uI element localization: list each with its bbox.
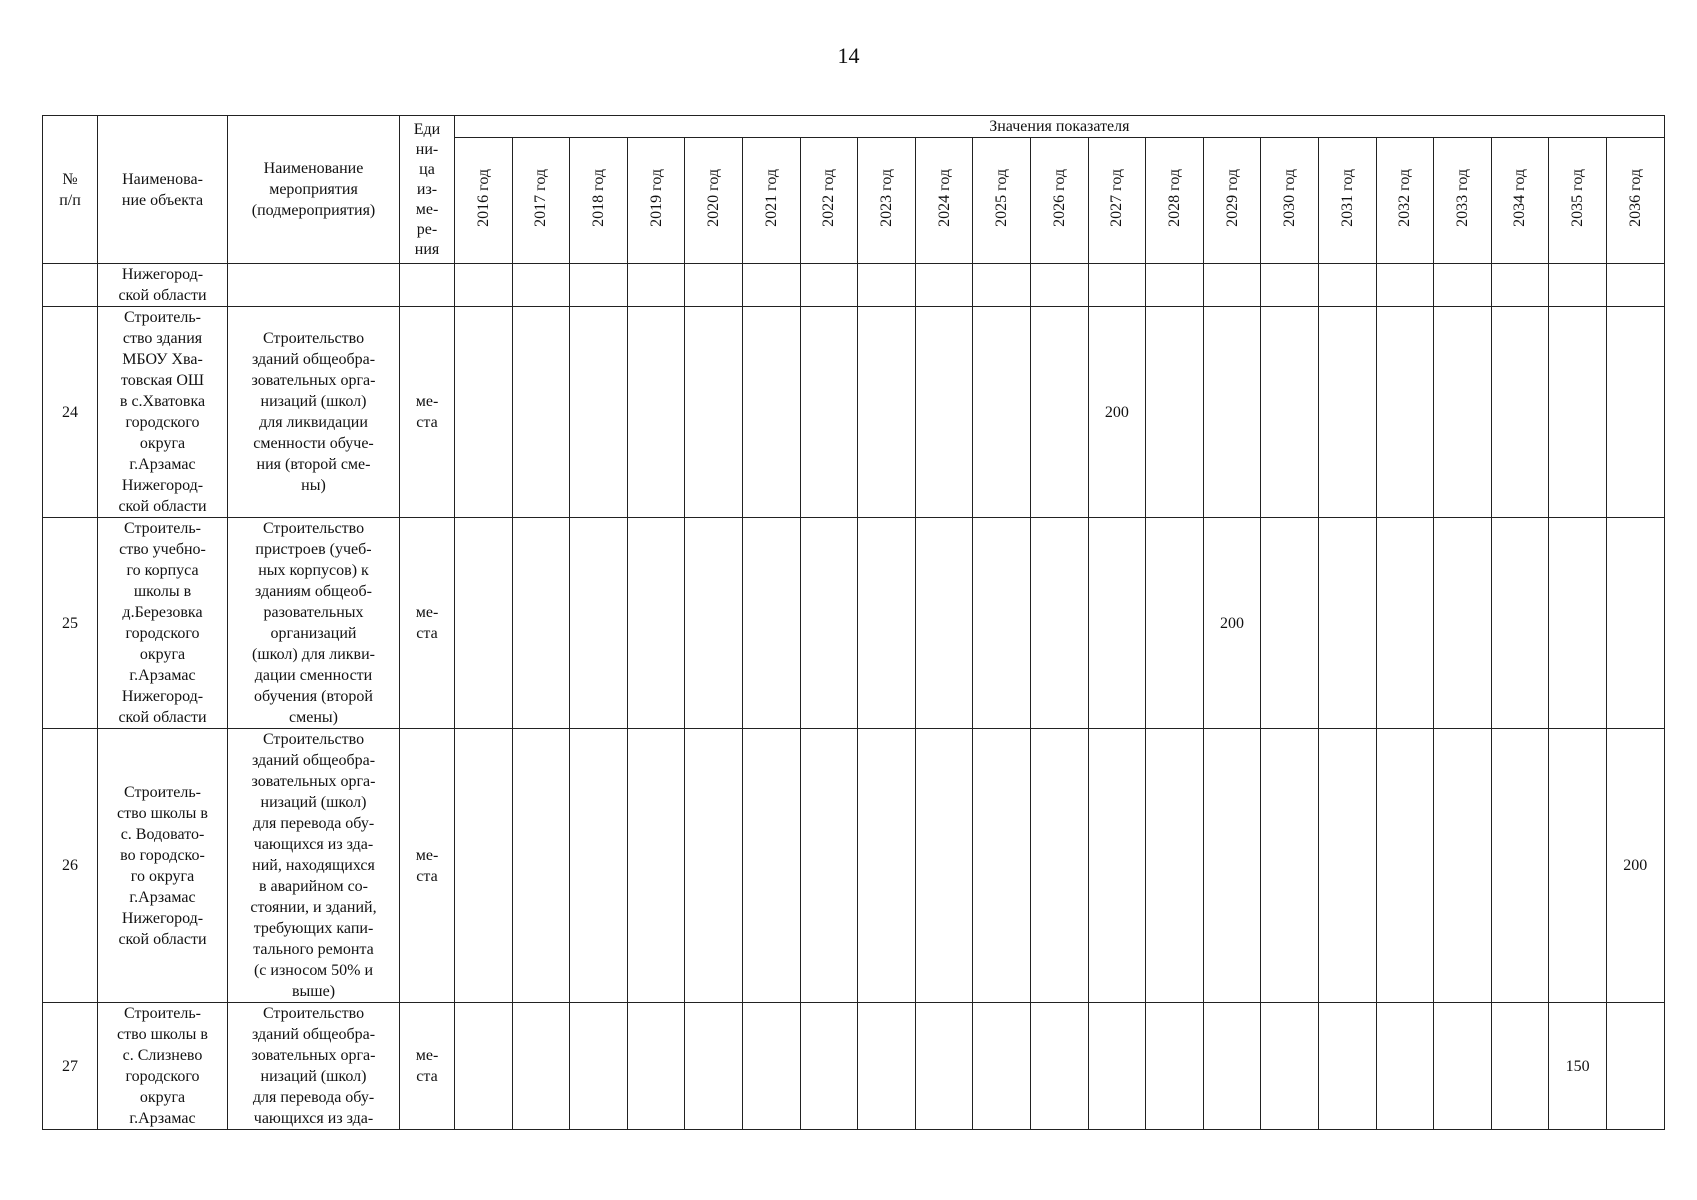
value-cell xyxy=(1261,518,1319,729)
value-cell xyxy=(973,307,1031,518)
header-year: 2030 год xyxy=(1261,138,1319,264)
unit-cell xyxy=(400,264,455,307)
value-cell xyxy=(627,729,685,1003)
value-cell xyxy=(800,518,858,729)
row-number xyxy=(43,264,98,307)
value-cell xyxy=(1376,1003,1434,1130)
value-cell xyxy=(1549,518,1607,729)
value-cell xyxy=(570,518,628,729)
value-cell xyxy=(512,307,570,518)
value-cell xyxy=(1030,729,1088,1003)
header-num: № п/п xyxy=(43,116,98,264)
value-cell xyxy=(1030,518,1088,729)
value-cell xyxy=(1491,307,1549,518)
value-cell xyxy=(1318,1003,1376,1130)
value-cell xyxy=(570,729,628,1003)
header-year: 2036 год xyxy=(1606,138,1664,264)
unit-cell: ме- ста xyxy=(400,518,455,729)
value-cell: 200 xyxy=(1088,307,1146,518)
header-year: 2032 год xyxy=(1376,138,1434,264)
header-year: 2035 год xyxy=(1549,138,1607,264)
header-year: 2016 год xyxy=(455,138,513,264)
value-cell xyxy=(1376,307,1434,518)
unit-cell: ме- ста xyxy=(400,1003,455,1130)
activity-name xyxy=(228,264,400,307)
header-activity: Наименование мероприятия (подмероприятия) xyxy=(228,116,400,264)
header-year: 2022 год xyxy=(800,138,858,264)
value-cell xyxy=(915,307,973,518)
object-name: Нижегород- ской области xyxy=(98,264,228,307)
header-year: 2025 год xyxy=(973,138,1031,264)
value-cell xyxy=(1549,264,1607,307)
value-cell xyxy=(685,729,743,1003)
value-cell xyxy=(1491,264,1549,307)
value-cell xyxy=(1030,264,1088,307)
object-name: Строитель- ство здания МБОУ Хва- товская ОШ в с.Хватовка городского округа г.Арзамас Нижегород- ской области xyxy=(98,307,228,518)
header-year: 2029 год xyxy=(1203,138,1261,264)
value-cell xyxy=(1491,1003,1549,1130)
value-cell xyxy=(1261,1003,1319,1130)
unit-cell: ме- ста xyxy=(400,307,455,518)
value-cell xyxy=(742,264,800,307)
header-year: 2028 год xyxy=(1146,138,1204,264)
activity-name: Строительство пристроев (учеб- ных корпусов) к зданиям общеоб- разовательных организаций (школ) для ликви- дации сменности обучения (второй смены) xyxy=(228,518,400,729)
table-row xyxy=(43,307,1665,518)
value-cell xyxy=(858,729,916,1003)
value-cell xyxy=(1318,518,1376,729)
value-cell xyxy=(1261,264,1319,307)
value-cell xyxy=(1376,264,1434,307)
value-cell xyxy=(1146,518,1204,729)
value-cell xyxy=(627,264,685,307)
value-cell xyxy=(570,1003,628,1130)
value-cell xyxy=(455,264,513,307)
value-cell xyxy=(455,307,513,518)
value-cell xyxy=(1606,264,1664,307)
value-cell xyxy=(1376,729,1434,1003)
value-cell xyxy=(1203,729,1261,1003)
header-year: 2031 год xyxy=(1318,138,1376,264)
value-cell xyxy=(1261,729,1319,1003)
value-cell xyxy=(455,518,513,729)
value-cell xyxy=(1434,1003,1492,1130)
table-row xyxy=(43,1003,1665,1130)
value-cell xyxy=(1088,729,1146,1003)
value-cell xyxy=(800,1003,858,1130)
value-cell xyxy=(1030,1003,1088,1130)
value-cell xyxy=(1318,264,1376,307)
value-cell xyxy=(800,307,858,518)
page-number: 14 xyxy=(837,43,860,68)
value-cell xyxy=(1376,518,1434,729)
indicator-table xyxy=(42,115,1665,1130)
header-year: 2021 год xyxy=(742,138,800,264)
value-cell xyxy=(570,307,628,518)
value-cell xyxy=(800,729,858,1003)
object-name: Строитель- ство школы в с. Водовато- во городско- го округа г.Арзамас Нижегород- ской области xyxy=(98,729,228,1003)
activity-name: Строительство зданий общеобра- зовательных орга- низаций (школ) для перевода обу- чающихся из зда- ний, находящихся в аварийном со- стоянии, и зданий, требующих капи- тального ремонта (с износом 50% и выше) xyxy=(228,729,400,1003)
header-year: 2017 год xyxy=(512,138,570,264)
header-year: 2034 год xyxy=(1491,138,1549,264)
unit-cell: ме- ста xyxy=(400,729,455,1003)
value-cell xyxy=(858,307,916,518)
header-unit: Еди ни- ца из- ме- ре- ния xyxy=(400,116,455,264)
value-cell xyxy=(1491,729,1549,1003)
header-year: 2024 год xyxy=(915,138,973,264)
value-cell xyxy=(858,518,916,729)
value-cell xyxy=(1146,1003,1204,1130)
value-cell xyxy=(742,307,800,518)
value-cell xyxy=(1434,307,1492,518)
value-cell xyxy=(685,1003,743,1130)
value-cell xyxy=(742,729,800,1003)
value-cell xyxy=(627,1003,685,1130)
value-cell xyxy=(1606,307,1664,518)
value-cell xyxy=(512,729,570,1003)
value-cell xyxy=(742,518,800,729)
value-cell xyxy=(627,518,685,729)
activity-name: Строительство зданий общеобра- зовательных орга- низаций (школ) для ликвидации сменности обуче- ния (второй сме- ны) xyxy=(228,307,400,518)
value-cell xyxy=(973,1003,1031,1130)
table-row xyxy=(43,264,1665,307)
value-cell xyxy=(1146,729,1204,1003)
row-number: 26 xyxy=(43,729,98,1003)
header-object: Наименова- ние объекта xyxy=(98,116,228,264)
value-cell xyxy=(1606,1003,1664,1130)
value-cell xyxy=(455,1003,513,1130)
value-cell xyxy=(800,264,858,307)
value-cell xyxy=(742,1003,800,1130)
value-cell xyxy=(1549,307,1607,518)
value-cell xyxy=(1434,264,1492,307)
header-year: 2019 год xyxy=(627,138,685,264)
row-number: 27 xyxy=(43,1003,98,1130)
header-year: 2027 год xyxy=(1088,138,1146,264)
header-values-group: Значения показателя xyxy=(455,116,1665,138)
value-cell xyxy=(1203,1003,1261,1130)
value-cell xyxy=(512,264,570,307)
value-cell xyxy=(1434,518,1492,729)
value-cell xyxy=(1261,307,1319,518)
value-cell xyxy=(1146,264,1204,307)
object-name: Строитель- ство учебно- го корпуса школы в д.Березовка городского округа г.Арзамас Нижегород- ской области xyxy=(98,518,228,729)
value-cell xyxy=(1434,729,1492,1003)
value-cell xyxy=(1606,518,1664,729)
value-cell xyxy=(1030,307,1088,518)
value-cell xyxy=(858,1003,916,1130)
value-cell xyxy=(1088,264,1146,307)
value-cell xyxy=(915,729,973,1003)
row-number: 25 xyxy=(43,518,98,729)
value-cell xyxy=(685,518,743,729)
value-cell xyxy=(685,307,743,518)
table-row xyxy=(43,729,1665,1003)
value-cell xyxy=(1203,307,1261,518)
value-cell xyxy=(915,264,973,307)
value-cell xyxy=(973,518,1031,729)
value-cell xyxy=(1318,307,1376,518)
activity-name: Строительство зданий общеобра- зовательных орга- низаций (школ) для перевода обу- чающихся из зда- xyxy=(228,1003,400,1130)
table-row xyxy=(43,518,1665,729)
value-cell xyxy=(915,518,973,729)
value-cell xyxy=(1491,518,1549,729)
value-cell: 200 xyxy=(1203,518,1261,729)
value-cell xyxy=(1146,307,1204,518)
value-cell xyxy=(915,1003,973,1130)
header-year: 2023 год xyxy=(858,138,916,264)
header-year: 2026 год xyxy=(1030,138,1088,264)
value-cell xyxy=(570,264,628,307)
value-cell xyxy=(858,264,916,307)
value-cell xyxy=(973,264,1031,307)
value-cell xyxy=(512,518,570,729)
value-cell xyxy=(512,1003,570,1130)
value-cell: 200 xyxy=(1606,729,1664,1003)
row-number: 24 xyxy=(43,307,98,518)
object-name: Строитель- ство школы в с. Слизнево городского округа г.Арзамас xyxy=(98,1003,228,1130)
value-cell xyxy=(1088,518,1146,729)
value-cell xyxy=(1318,729,1376,1003)
value-cell: 150 xyxy=(1549,1003,1607,1130)
value-cell xyxy=(1203,264,1261,307)
value-cell xyxy=(1549,729,1607,1003)
header-year: 2020 год xyxy=(685,138,743,264)
value-cell xyxy=(685,264,743,307)
value-cell xyxy=(455,729,513,1003)
value-cell xyxy=(1088,1003,1146,1130)
header-year: 2033 год xyxy=(1434,138,1492,264)
header-year: 2018 год xyxy=(570,138,628,264)
value-cell xyxy=(973,729,1031,1003)
value-cell xyxy=(627,307,685,518)
